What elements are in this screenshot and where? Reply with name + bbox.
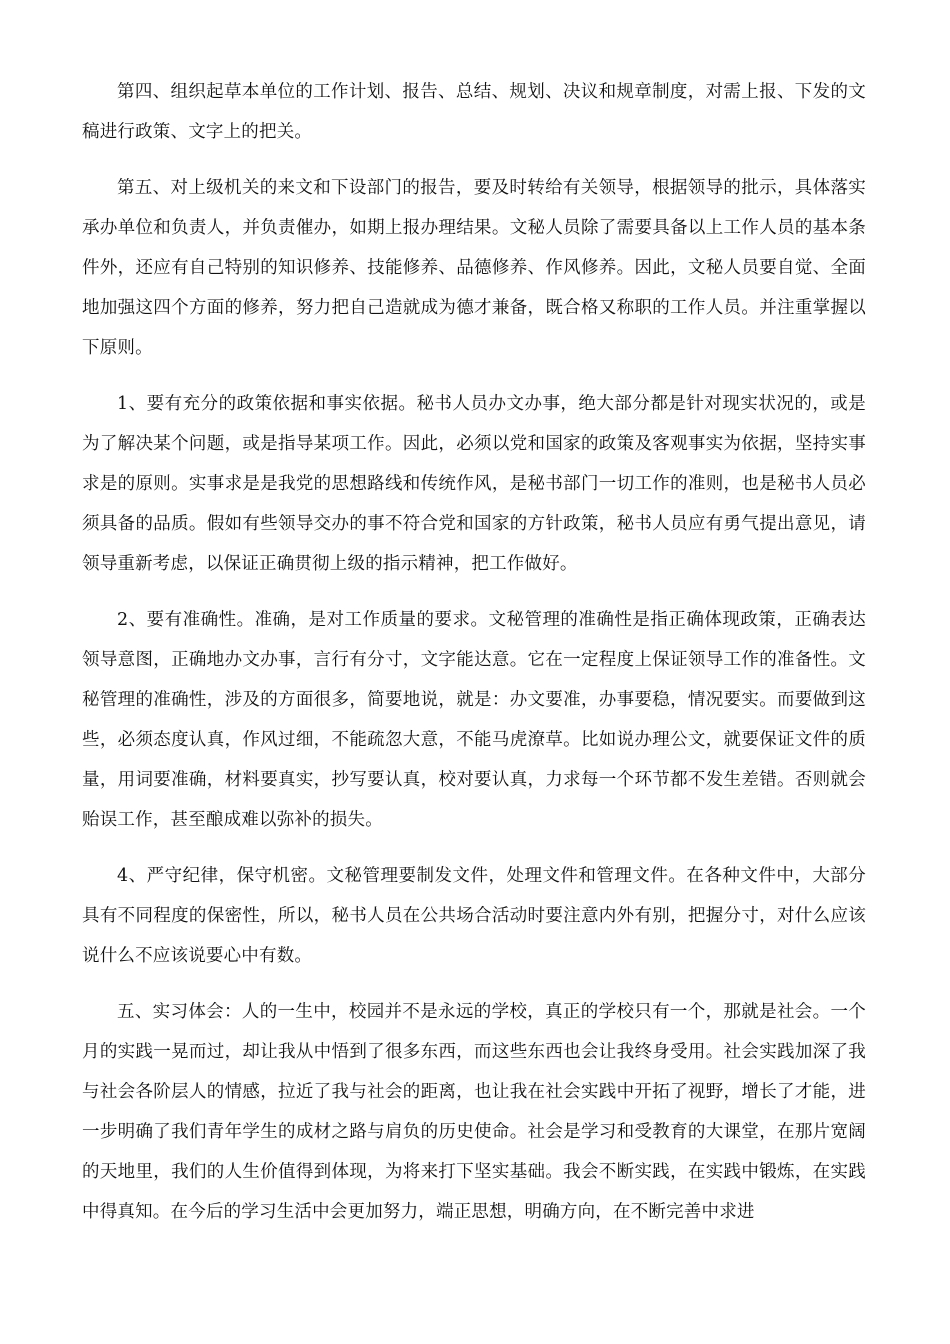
document-body [82,72,866,1248]
paragraph-principle-1: 1、要有充分的政策依据和事实依据。秘书人员办文办事，绝大部分都是针对现实状况的，或是为了解决某个问题，或是指导某项工作。因此，必须以党和国家的政策及客观事实为依据，坚持实事求是的原则。实事求是是我党的思想路线和传统作风，是秘书部门一切工作的准则，也是秘书人员必须具备的品质。假如有些领导交办的事不符合党和国家的方针政策，秘书人员应有勇气提出意见，请领导重新考虑，以保证正确贯彻上级的指示精神，把工作做好。 [82,394,866,574]
paragraph-internship-reflection: 五、实习体会：人的一生中，校园并不是永远的学校，真正的学校只有一个，那就是社会。一个月的实践一晃而过，却让我从中悟到了很多东西，而这些东西也会让我终身受用。社会实践加深了我与社会各阶层人的情感，拉近了我与社会的距离，也让我在社会实践中开拓了视野，增长了才能，进一步明确了我们青年学生的成材之路与肩负的历史使命。社会是学习和受教育的大课堂，在那片宽阔的天地里，我们的人生价值得到体现，为将来打下坚实基础。我会不断实践，在实践中锻炼，在实践中得真知。在今后的学习生活中会更加努力，端正思想，明确方向，在不断完善中求进 [82,1002,866,1222]
paragraph-duty-four: 第四、组织起草本单位的工作计划、报告、总结、规划、决议和规章制度，对需上报、下发的文稿进行政策、文字上的把关。 [82,82,866,142]
paragraph-duty-five: 第五、对上级机关的来文和下设部门的报告，要及时转给有关领导，根据领导的批示，具体落实承办单位和负责人，并负责催办，如期上报办理结果。文秘人员除了需要具备以上工作人员的基本条件外，还应有自己特别的知识修养、技能修养、品德修养、作风修养。因此，文秘人员要自觉、全面地加强这四个方面的修养，努力把自己造就成为德才兼备，既合格又称职的工作人员。并注重掌握以下原则。 [82,178,866,358]
paragraph-principle-2: 2、要有准确性。准确，是对工作质量的要求。文秘管理的准确性是指正确体现政策，正确表达领导意图，正确地办文办事，言行有分寸，文字能达意。它在一定程度上保证领导工作的准备性。文秘管理的准确性，涉及的方面很多，简要地说，就是：办文要准，办事要稳，情况要实。而要做到这些，必须态度认真，作风过细，不能疏忽大意，不能马虎潦草。比如说办理公文，就要保证文件的质量，用词要准确，材料要真实，抄写要认真，校对要认真，力求每一个环节都不发生差错。否则就会贻误工作，甚至酿成难以弥补的损失。 [82,610,866,830]
paragraph-principle-4: 4、严守纪律，保守机密。文秘管理要制发文件，处理文件和管理文件。在各种文件中，大部分具有不同程度的保密性，所以，秘书人员在公共场合活动时要注意内外有别，把握分寸，对什么应该说什么不应该说要心中有数。 [82,866,866,966]
